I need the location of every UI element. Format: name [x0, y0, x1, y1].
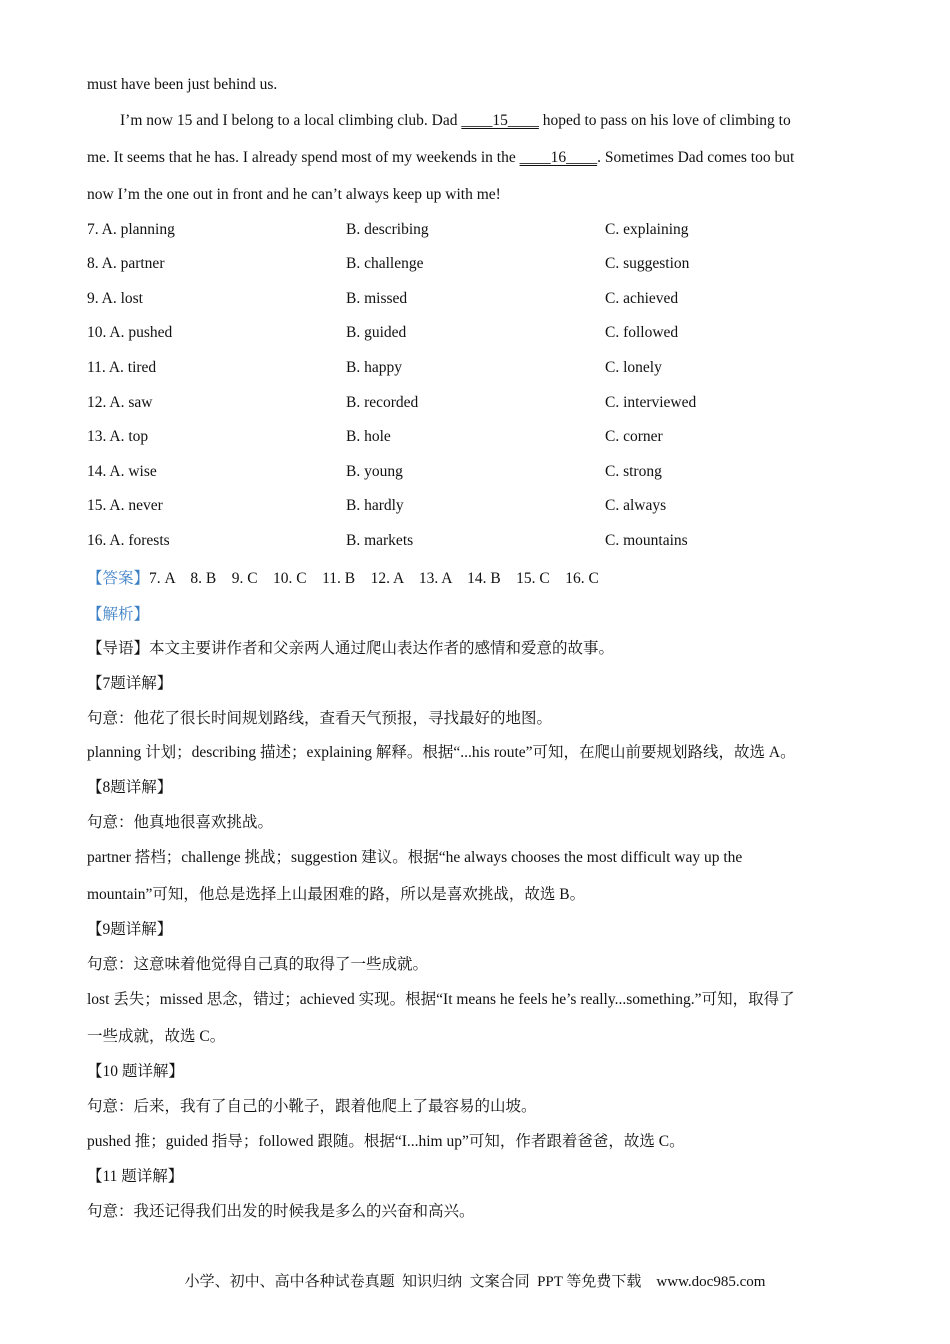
- page-footer: 小学、初中、高中各种试卷真题 知识归纳 文案合同 PPT 等免费下载 www.doc985.com: [184, 1274, 766, 1290]
- option-a: 12. A. saw: [87, 394, 153, 411]
- guide-text: 【导语】本文主要讲作者和父亲两人通过爬山表达作者的感情和爱意的故事。: [87, 640, 615, 657]
- option-c: C. strong: [605, 463, 662, 480]
- option-c: C. always: [605, 497, 667, 514]
- option-a: 7. A. planning: [87, 221, 175, 238]
- passage-text: I’m now 15 and I belong to a local climbing club. Dad: [120, 112, 462, 129]
- option-a: 10. A. pushed: [87, 324, 173, 341]
- option-row: [87, 221, 867, 243]
- option-row: [87, 497, 867, 519]
- explanation-line: 句意：这意味着他觉得自己真的取得了一些成就。: [87, 956, 429, 973]
- option-b: B. describing: [346, 221, 429, 238]
- explanation-line: pushed 推；guided 指导；followed 跟随。根据“I...him up”可知，作者跟着爸爸，故选 C。: [87, 1133, 685, 1150]
- blank-16: ____16____: [519, 149, 598, 166]
- option-b: B. young: [346, 463, 403, 480]
- option-c: C. corner: [605, 428, 663, 445]
- explanation-line: 句意：我还记得我们出发的时候我是多么的兴奋和高兴。: [87, 1203, 475, 1220]
- option-a: 15. A. never: [87, 497, 163, 514]
- option-row: [87, 290, 867, 312]
- passage-line: must have been just behind us.: [87, 76, 278, 93]
- explanation-line: 句意：他花了很长时间规划路线，查看天气预报，寻找最好的地图。: [87, 710, 553, 727]
- analysis-label: 【解析】: [87, 606, 150, 623]
- passage-text: me. It seems that he has. I already spend most of my weekends in the: [87, 149, 520, 166]
- option-b: B. missed: [346, 290, 408, 307]
- option-a: 9. A. lost: [87, 290, 143, 307]
- option-c: C. achieved: [605, 290, 679, 307]
- option-b: B. guided: [346, 324, 407, 341]
- answer-line: [87, 566, 599, 588]
- passage-line: now I’m the one out in front and he can’t always keep up with me!: [87, 186, 501, 203]
- option-b: B. recorded: [346, 394, 419, 411]
- answer-text: 7. A 8. B 9. C 10. C 11. B 12. A 13. A 14. B 15. C 16. C: [149, 570, 599, 587]
- blank-15: ____15____: [461, 112, 539, 129]
- option-b: B. happy: [346, 359, 402, 376]
- section-heading: 【8题详解】: [87, 779, 173, 796]
- option-row: [87, 394, 867, 416]
- option-c: C. suggestion: [605, 255, 690, 272]
- option-c: C. explaining: [605, 221, 689, 238]
- option-c: C. followed: [605, 324, 679, 341]
- section-heading: 【9题详解】: [87, 921, 173, 938]
- option-a: 16. A. forests: [87, 532, 170, 549]
- section-heading: 【11 题详解】: [87, 1168, 184, 1185]
- section-heading: 【10 题详解】: [87, 1063, 184, 1080]
- explanation-line: planning 计划；describing 描述；explaining 解释。根据“...his route”可知，在爬山前要规划路线，故选 A。: [87, 744, 796, 761]
- option-b: B. hardly: [346, 497, 404, 514]
- section-heading: 【7题详解】: [87, 675, 173, 692]
- explanation-line: partner 搭档；challenge 挑战；suggestion 建议。根据“he always chooses the most difficult way up the: [87, 849, 743, 866]
- explanation-line: 句意：后来，我有了自己的小靴子，跟着他爬上了最容易的山坡。: [87, 1098, 537, 1115]
- option-row: [87, 428, 867, 450]
- passage-text: hoped to pass on his love of climbing to: [538, 112, 791, 129]
- option-row: [87, 532, 867, 554]
- option-b: B. hole: [346, 428, 391, 445]
- option-b: B. challenge: [346, 255, 424, 272]
- explanation-line: lost 丢失；missed 思念，错过；achieved 实现。根据“It means he feels he’s really...something.”可知，取得了: [87, 991, 795, 1008]
- explanation-line: 句意：他真地很喜欢挑战。: [87, 814, 274, 831]
- option-a: 13. A. top: [87, 428, 149, 445]
- explanation-line: 一些成就，故选 C。: [87, 1028, 226, 1045]
- explanation-line: mountain”可知，他总是选择上山最困难的路，所以是喜欢挑战，故选 B。: [87, 886, 586, 903]
- option-row: [87, 324, 867, 346]
- option-row: [87, 255, 867, 277]
- option-c: C. mountains: [605, 532, 688, 549]
- option-a: 14. A. wise: [87, 463, 157, 480]
- answer-label: 【答案】: [87, 570, 150, 587]
- passage-line: [120, 112, 791, 130]
- option-row: [87, 463, 867, 485]
- option-c: C. interviewed: [605, 394, 697, 411]
- option-a: 11. A. tired: [87, 359, 157, 376]
- option-c: C. lonely: [605, 359, 662, 376]
- passage-text: . Sometimes Dad comes too but: [597, 149, 795, 166]
- option-a: 8. A. partner: [87, 255, 165, 272]
- passage-line: [87, 149, 794, 167]
- option-b: B. markets: [346, 532, 414, 549]
- option-row: [87, 359, 867, 381]
